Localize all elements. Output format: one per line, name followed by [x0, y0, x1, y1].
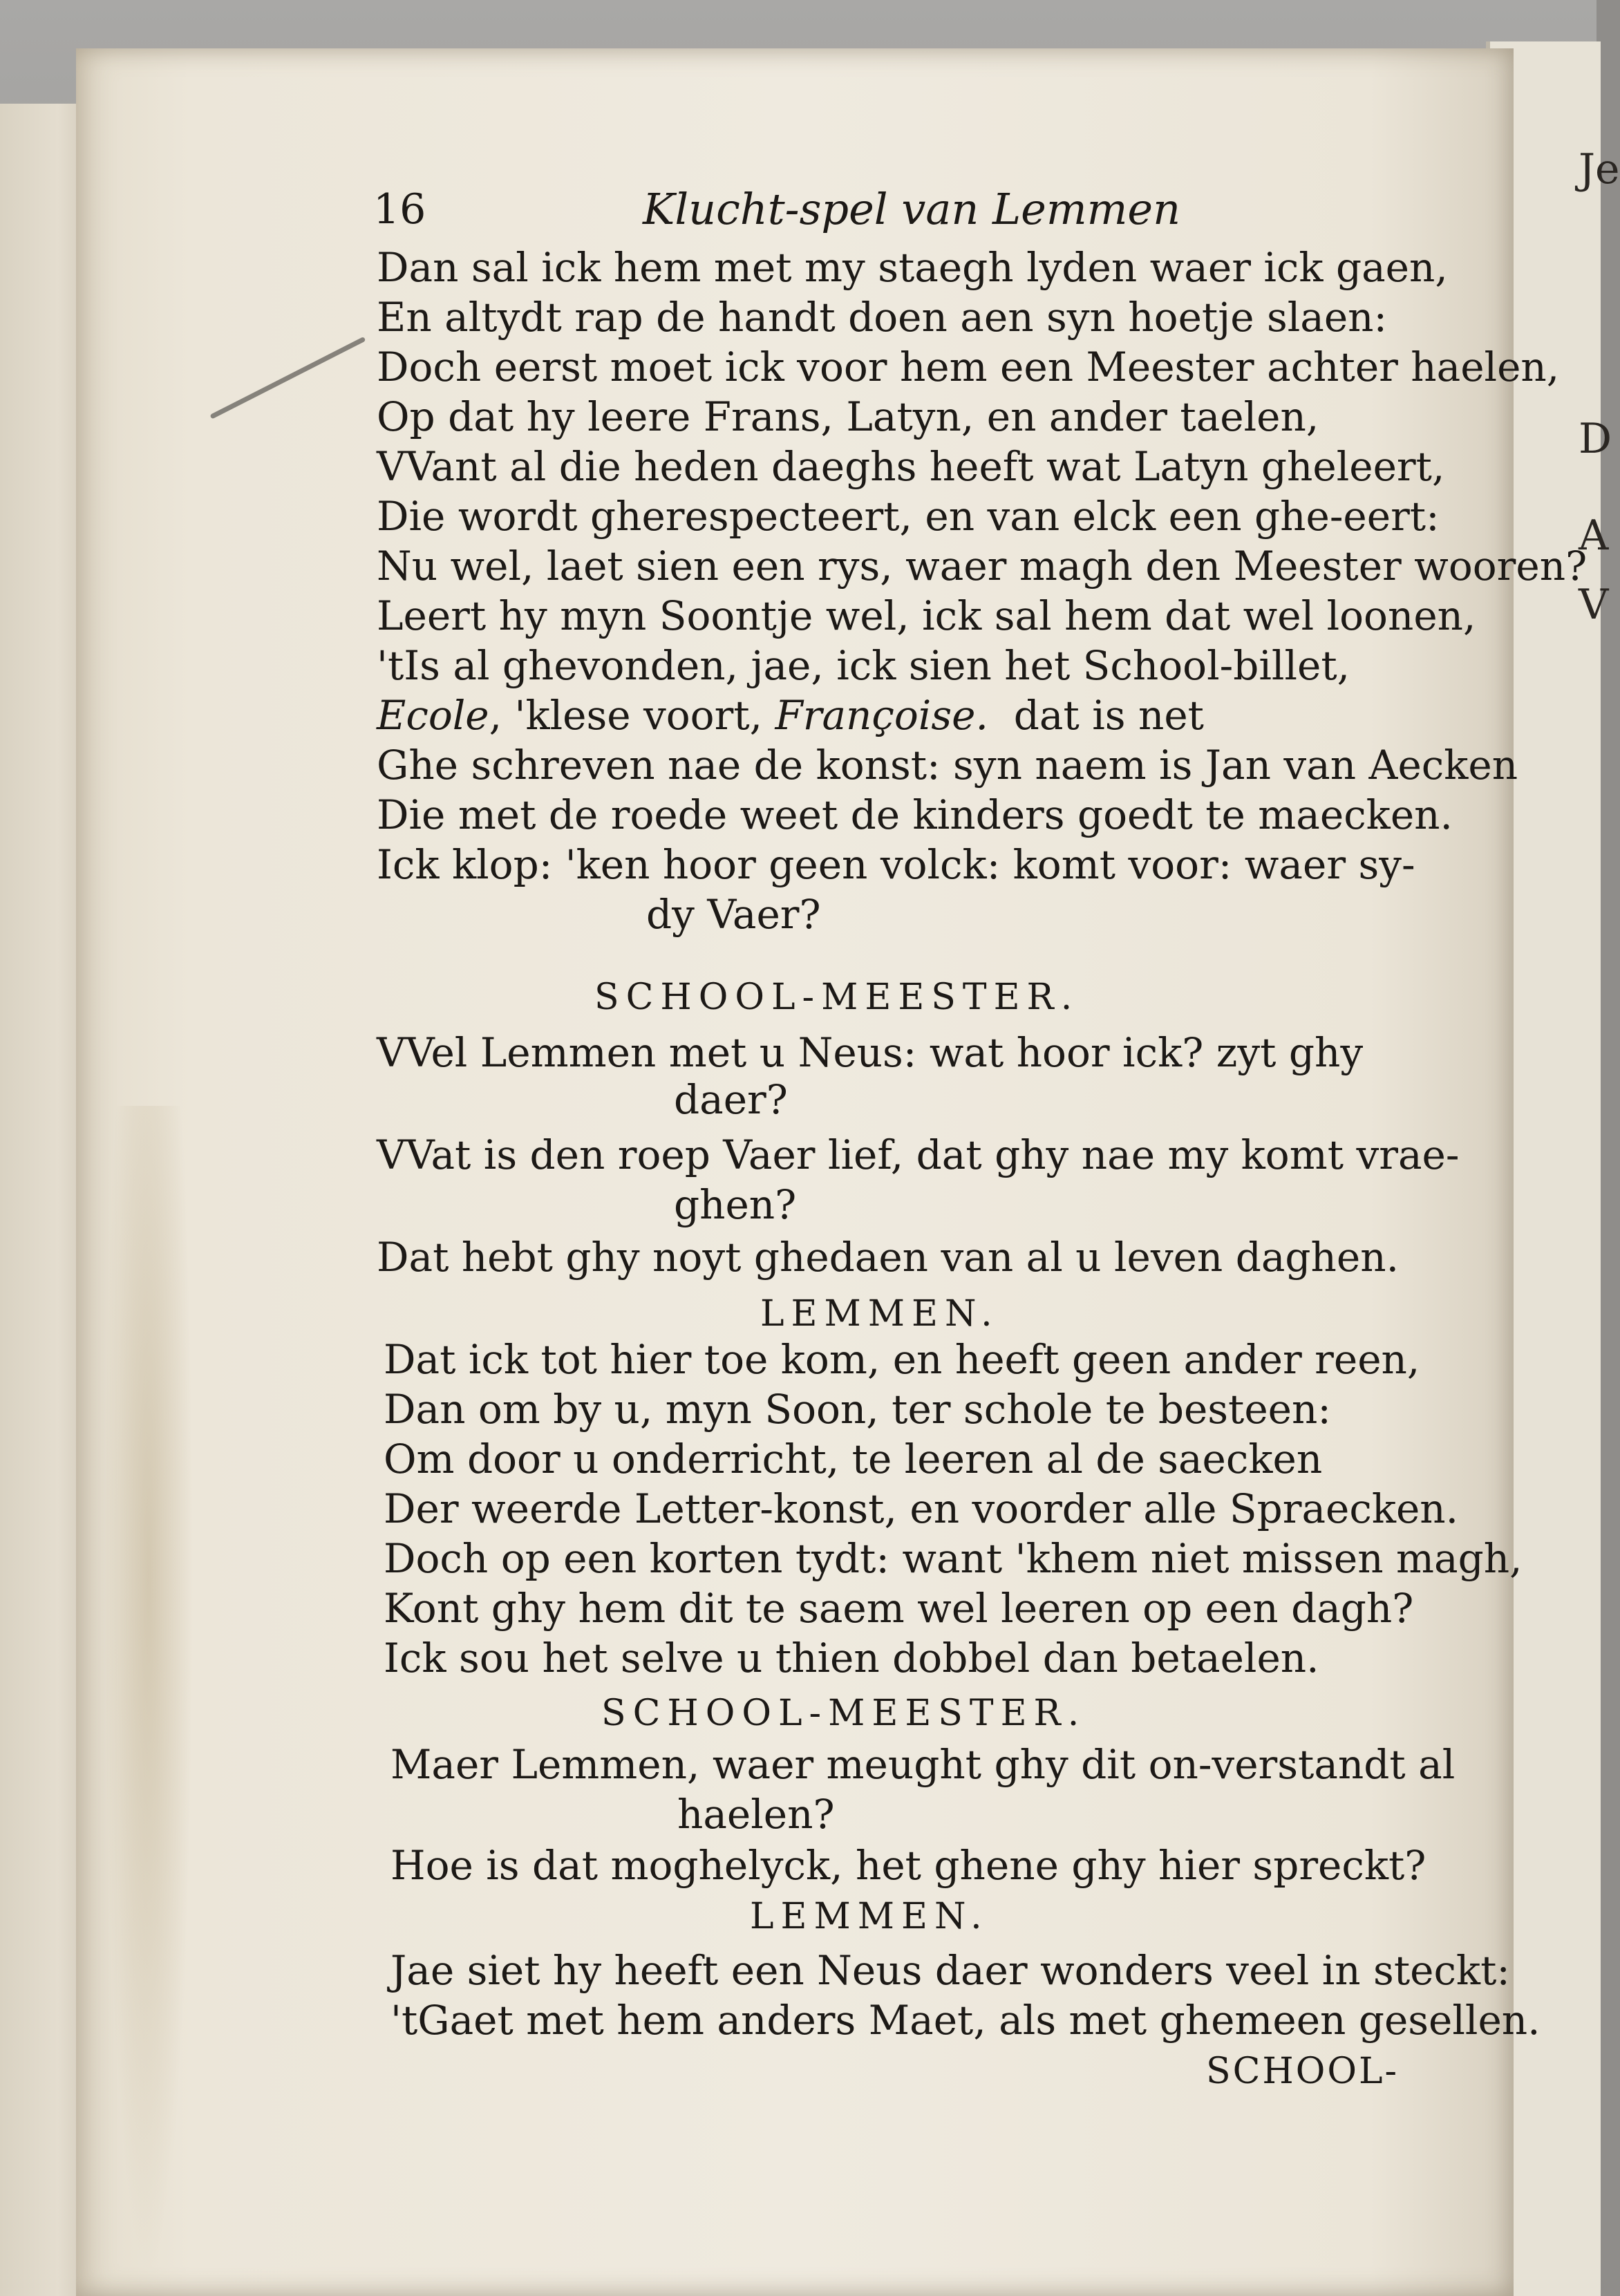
verse-line: Ick klop: 'ken hoor geen volck: komt voor: waer sy-	[377, 841, 1415, 888]
verse-line: Dat ick tot hier toe kom, en heeft geen ander reen,	[384, 1336, 1420, 1383]
speaker-heading: SCHOOL-MEESTER.	[594, 977, 1080, 1018]
verse-line: VVat is den roep Vaer lief, dat ghy nae my komt vrae-	[377, 1131, 1460, 1178]
verse-line: Die wordt gherespecteert, en van elck een ghe-eert:	[377, 493, 1440, 540]
roman-text: , 'klese voort,	[489, 692, 763, 739]
verse-line: Doch eerst moet ick voor hem een Meester achter haelen,	[377, 344, 1560, 390]
verse-line: Maer Lemmen, waer meught ghy dit on-verstandt al	[390, 1741, 1456, 1788]
verse-line-continuation: daer?	[674, 1076, 788, 1123]
page-number: 16	[373, 185, 426, 234]
verse-line-mixed	[377, 691, 1204, 740]
verse-line: Ghe schreven nae de konst: syn naem is Jan van Aecken	[377, 742, 1518, 789]
running-title: Klucht-spel van Lemmen	[643, 184, 1181, 234]
facing-page-fragment: V	[1579, 581, 1609, 629]
verse-line: Leert hy myn Soontje wel, ick sal hem dat wel loonen,	[377, 592, 1476, 639]
facing-page-fragment: Je	[1579, 145, 1620, 194]
italic-word: Françoise.	[775, 692, 988, 739]
verse-line: VVant al die heden daeghs heeft wat Latyn gheleert,	[377, 443, 1445, 490]
verse-line-continuation: dy Vaer?	[646, 891, 821, 938]
verse-line: VVel Lemmen met u Neus: wat hoor ick? zyt ghy	[377, 1029, 1364, 1076]
catchword: SCHOOL-	[1206, 2051, 1400, 2092]
verse-line: En altydt rap de handt doen aen syn hoetje slaen:	[377, 294, 1388, 341]
verse-line-continuation: haelen?	[677, 1791, 835, 1838]
verse-line: 'tGaet met hem anders Maet, als met ghemeen gesellen.	[390, 1997, 1541, 2044]
verse-line-continuation: ghen?	[674, 1181, 797, 1228]
verse-line: Dan om by u, myn Soon, ter schole te besteen:	[384, 1386, 1331, 1433]
speaker-heading: LEMMEN.	[760, 1293, 999, 1335]
facing-page-fragment: D	[1579, 415, 1612, 463]
italic-word: Ecole	[377, 692, 489, 739]
verse-line: Der weerde Letter-konst, en voorder alle Spraecken.	[384, 1485, 1459, 1532]
verse-line: Op dat hy leere Frans, Latyn, en ander taelen,	[377, 393, 1319, 440]
verse-line: 'tIs al ghevonden, jae, ick sien het School-billet,	[377, 642, 1350, 689]
facing-page-fragment: A	[1579, 511, 1609, 560]
speaker-heading: LEMMEN.	[750, 1896, 989, 1937]
verse-line: Jae siet hy heeft een Neus daer wonders veel in steckt:	[390, 1947, 1510, 1994]
verse-line: Kont ghy hem dit te saem wel leeren op een dagh?	[384, 1585, 1414, 1632]
verse-line: Dan sal ick hem met my staegh lyden waer ick gaen,	[377, 244, 1448, 291]
verse-line: Doch op een korten tydt: want 'khem niet missen magh,	[384, 1535, 1523, 1582]
verse-line: Om door u onderricht, te leeren al de saecken	[384, 1436, 1323, 1483]
speaker-heading: SCHOOL-MEESTER.	[601, 1693, 1086, 1734]
verse-line: Dat hebt ghy noyt ghedaen van al u leven daghen.	[377, 1234, 1400, 1281]
verse-line: Hoe is dat moghelyck, het ghene ghy hier spreckt?	[390, 1842, 1426, 1889]
verse-line: Ick sou het selve u thien dobbel dan betaelen.	[384, 1635, 1319, 1682]
verse-line: Nu wel, laet sien een rys, waer magh den Meester wooren?	[377, 543, 1588, 590]
roman-text: dat is net	[1013, 692, 1204, 739]
verse-line: Die met de roede weet de kinders goedt te maecken.	[377, 791, 1453, 838]
